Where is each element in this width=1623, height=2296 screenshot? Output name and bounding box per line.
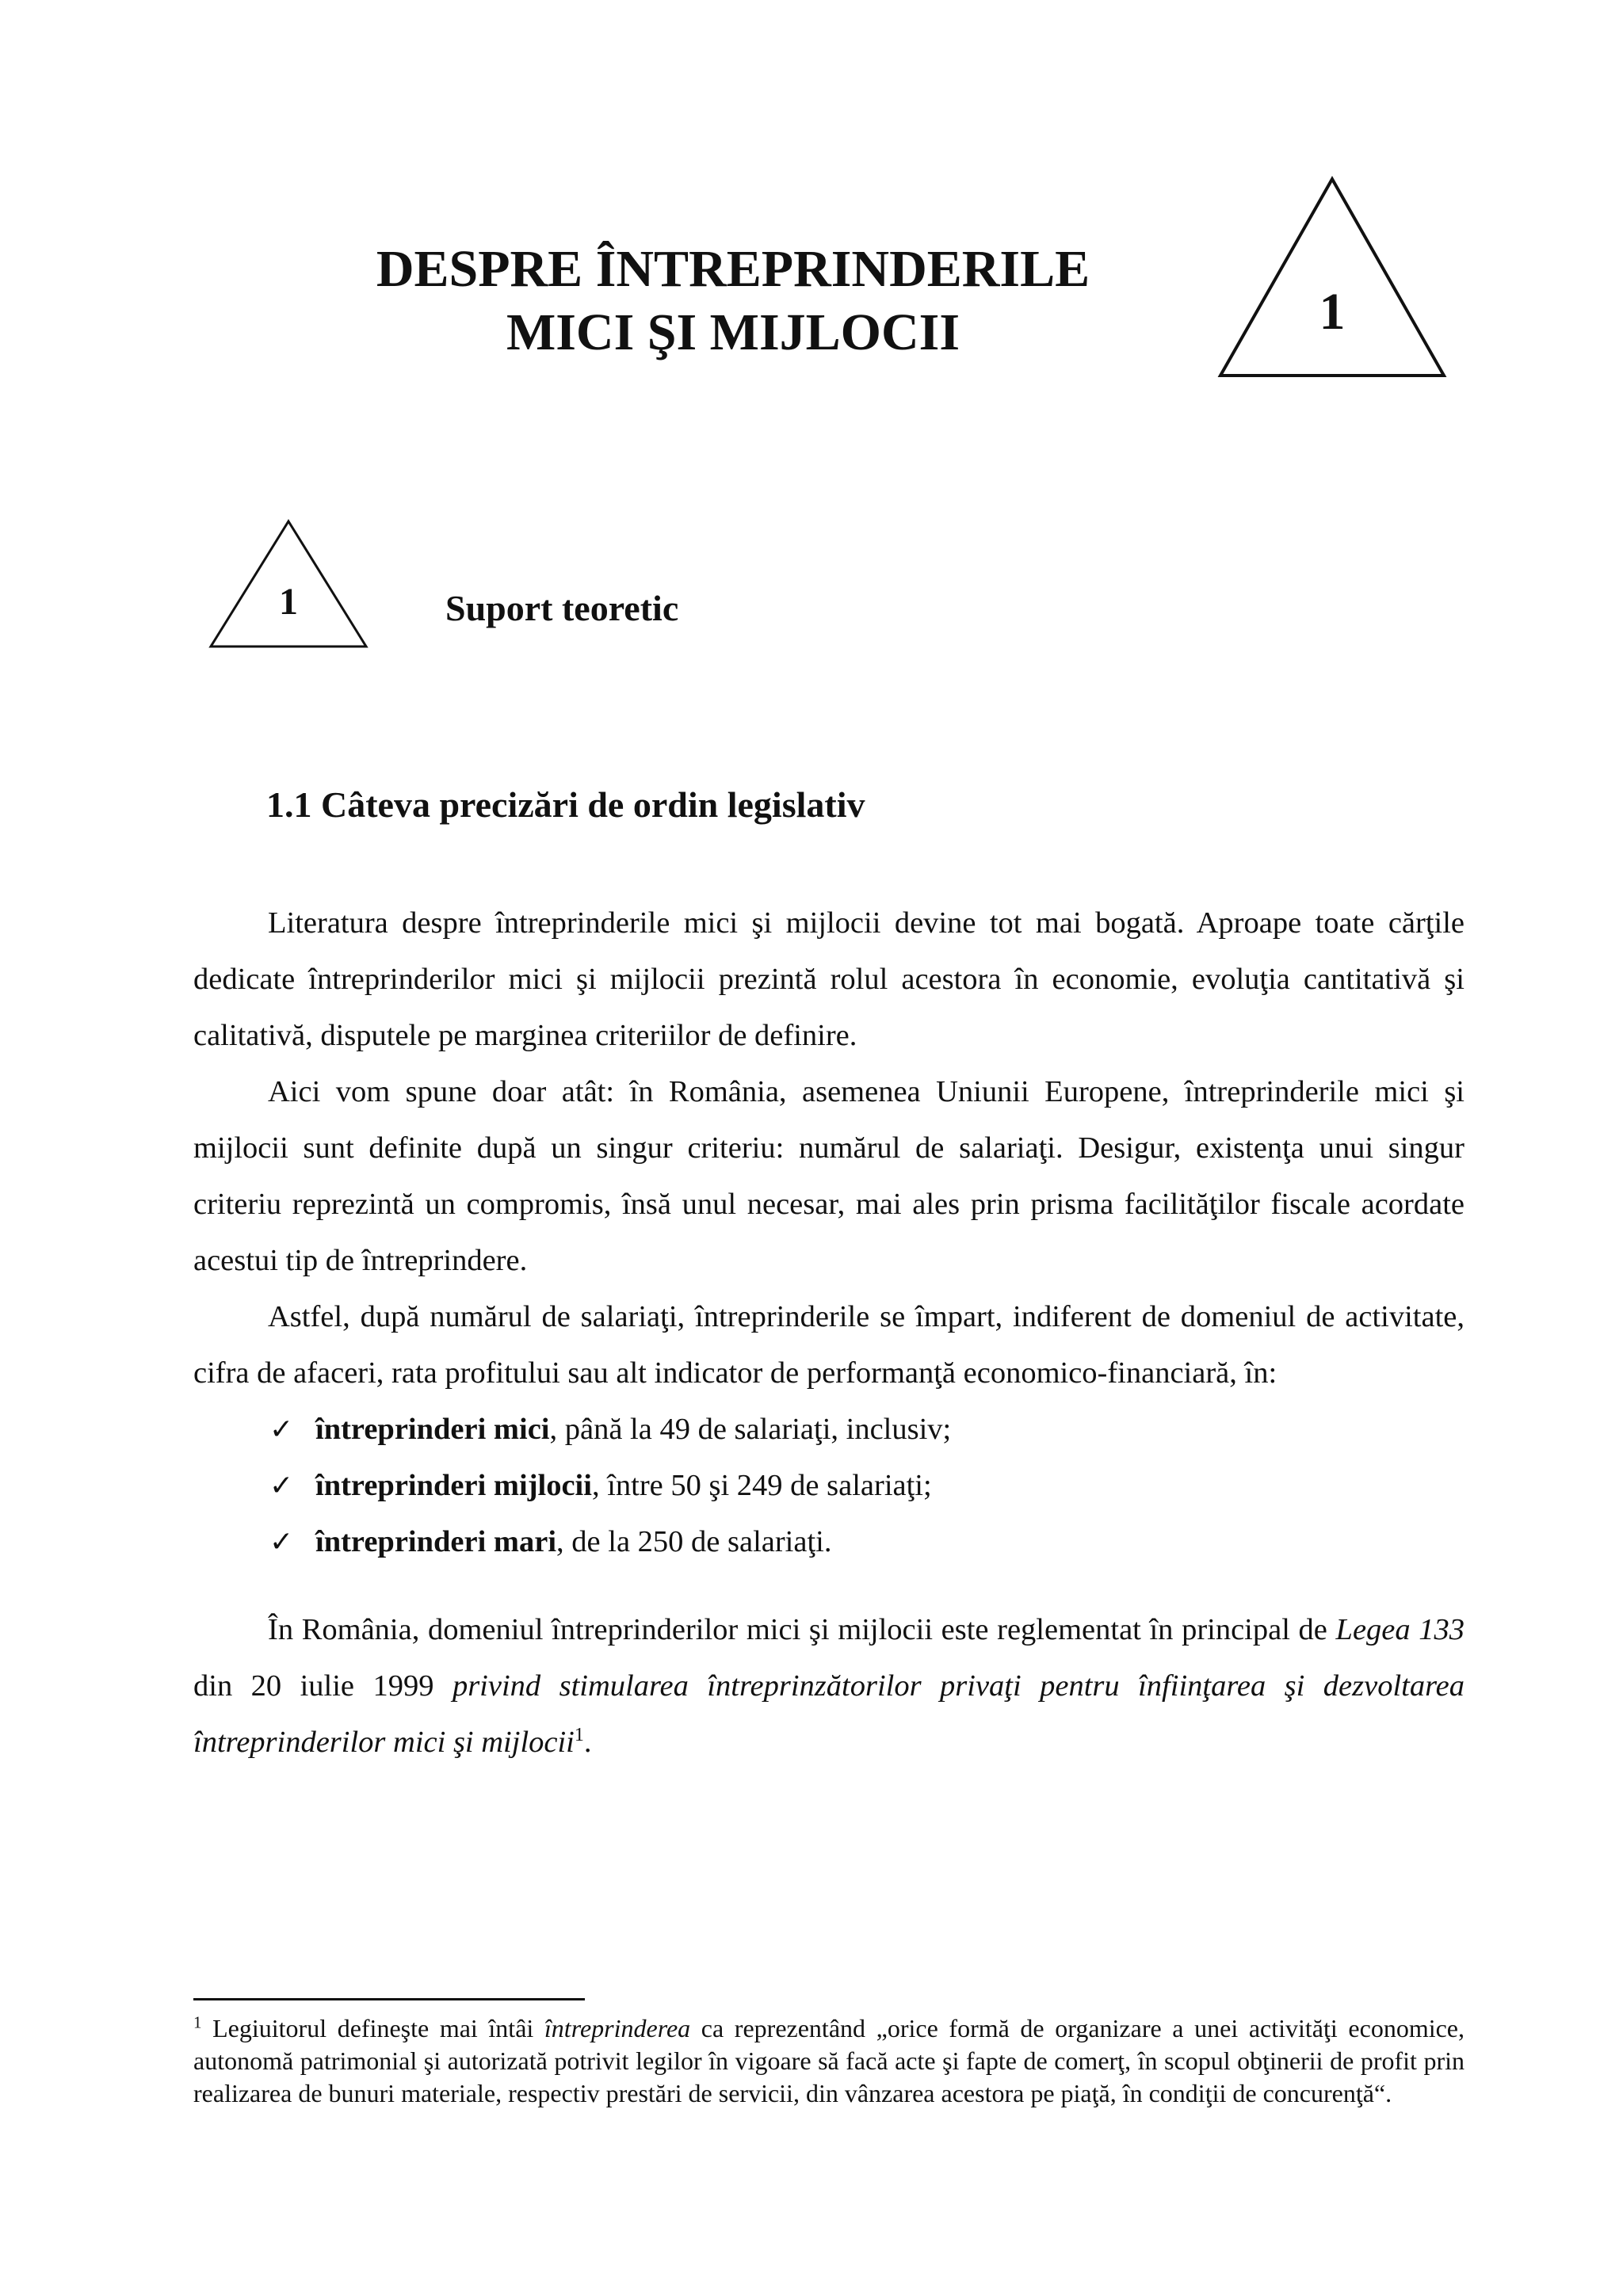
footnote-separator: [193, 1998, 585, 2000]
section-number-triangle: [208, 518, 369, 650]
checkmark-icon: ✓: [269, 1470, 294, 1502]
chapter-title-line-2: MICI ŞI MIJLOCII: [506, 303, 960, 361]
chapter-title: [301, 238, 1165, 364]
law-title: privind stimularea întreprinzătorilor privaţi pentru înfiinţarea şi dezvoltarea întreprinderilor mici şi mijlocii: [193, 1669, 1465, 1759]
list-item: [269, 1514, 1465, 1570]
footnote-reference[interactable]: 1: [574, 1725, 584, 1746]
footnote-marker: 1: [193, 2012, 202, 2032]
footnote: [193, 2012, 1465, 2110]
subsection-title: 1.1 Câteva precizări de ordin legislativ: [266, 784, 865, 825]
chapter-number-triangle: [1217, 176, 1447, 379]
list-item-term: întreprinderi mijlocii: [315, 1469, 592, 1502]
chapter-title-line-1: DESPRE ÎNTREPRINDERILE: [376, 240, 1090, 298]
triangle-icon: [1217, 176, 1447, 379]
footnote-term: întreprinderea: [544, 2014, 691, 2042]
paragraph-4-text-2: din 20 iulie 1999: [193, 1669, 453, 1703]
paragraph-2: Aici vom spune doar atât: în România, asemenea Uniunii Europene, întreprinderile mici şi mijlocii sunt definite după un singur criteriu: numărul de salariaţi. Desigur, existenţa unui singur criteriu reprezintă un compromis, însă unul necesar, mai ales prin prisma facilităţilor fiscale acordate acestui tip de întreprindere.: [193, 1075, 1465, 1277]
law-reference: Legea 133: [1335, 1613, 1465, 1646]
footnote-text-2: ca reprezentând „orice formă de organizare a unei activităţi economice, autonomă patrimonial şi autorizată potrivit legilor în vigoare să facă acte şi fapte de comerţ, în scopul obţinerii de profit prin realizarea de bunuri materiale, respectiv prestări de servicii, din vânzarea acestora pe piaţă, în condiţii de concurenţă“.: [193, 2014, 1465, 2107]
list-item: [269, 1458, 1465, 1514]
list-item: [269, 1402, 1465, 1458]
chapter-number: 1: [1319, 283, 1346, 341]
list-item-term: întreprinderi mici: [315, 1413, 550, 1446]
paragraph-4: [193, 1602, 1465, 1771]
paragraph-4-text-1: În România, domeniul întreprinderilor mici şi mijlocii este reglementat în principal de: [268, 1613, 1336, 1646]
checkmark-icon: ✓: [269, 1413, 294, 1446]
section-number: 1: [279, 581, 298, 623]
body-text: [193, 895, 1465, 1771]
paragraph-4-end: .: [583, 1726, 592, 1759]
section-label: Suport teoretic: [445, 588, 679, 628]
footnote-text-1: Legiuitorul defineşte mai întâi: [201, 2014, 544, 2042]
list-item-text: , până la 49 de salariaţi, inclusiv;: [549, 1413, 952, 1446]
enterprise-size-list: [193, 1402, 1465, 1570]
list-item-term: întreprinderi mari: [315, 1525, 557, 1558]
paragraph-3: Astfel, după numărul de salariaţi, întreprinderile se împart, indiferent de domeniul de activitate, cifra de afaceri, rata profitului sau alt indicator de performanţă economico-financiară, în:: [193, 1300, 1465, 1390]
checkmark-icon: ✓: [269, 1526, 294, 1558]
paragraph-1: Literatura despre întreprinderile mici şi mijlocii devine tot mai bogată. Aproape toate cărţile dedicate întreprinderilor mici şi mijlocii prezintă rolul acestora în economie, evoluţia cantitativă şi calitativă, disputele pe marginea criteriilor de definire.: [193, 906, 1465, 1052]
list-item-text: , de la 250 de salariaţi.: [556, 1525, 832, 1558]
list-item-text: , între 50 şi 249 de salariaţi;: [591, 1469, 932, 1502]
